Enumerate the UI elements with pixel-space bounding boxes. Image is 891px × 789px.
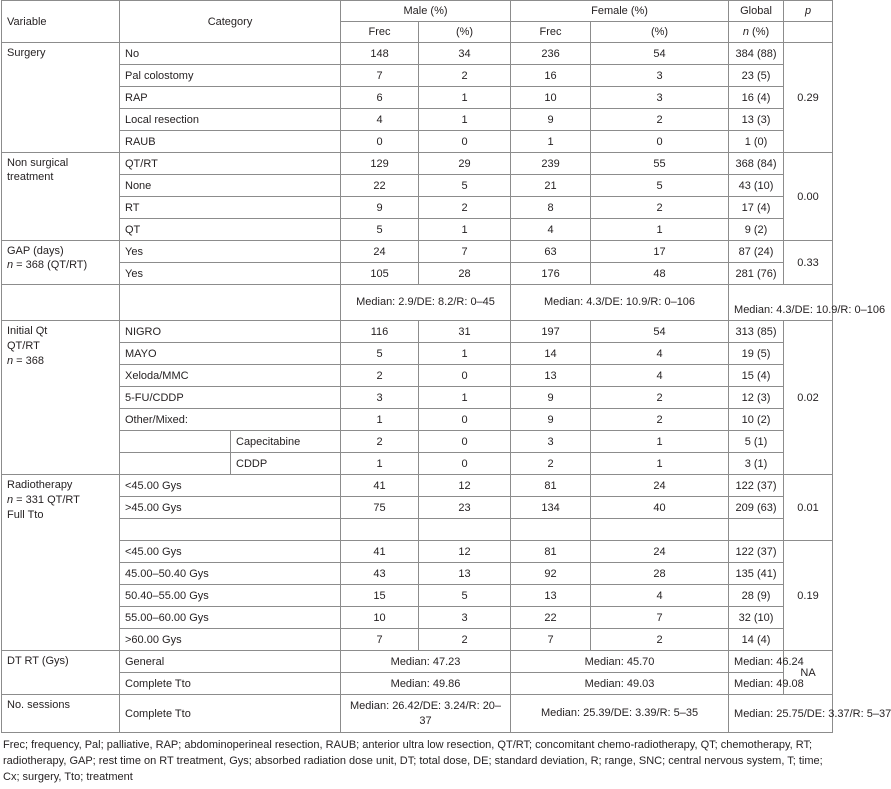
female-pct: 5 bbox=[591, 175, 729, 197]
variable-initial-qt-line1: Initial Qt bbox=[7, 325, 48, 337]
variable-initial-qt-line3: = 368 bbox=[13, 355, 45, 367]
global-median: Median: 49.08 bbox=[729, 673, 784, 695]
female-pct: 3 bbox=[591, 65, 729, 87]
male-pct: 5 bbox=[419, 585, 511, 607]
male-frec: 4 bbox=[341, 109, 419, 131]
variable-radio-line1: Radiotherapy bbox=[7, 479, 73, 491]
header-p: p bbox=[784, 1, 833, 22]
female-pct: 17 bbox=[591, 241, 729, 263]
footnote: Frec; frequency, Pal; palliative, RAP; abdominoperineal resection, RAUB; anterior ultra low resection, QT/RT; concomitant chemo-radiotherapy, QT; chemotherapy, RT; radiotherapy, GAP; rest time on RT treatment, Gys; absorbed radiation dose unit, DT; total dose, DE; standard deviation, R; range, SNC; central nervous system, T; time; Cx; surgery, Tto; treatment bbox=[3, 739, 823, 783]
blank-cell bbox=[120, 519, 341, 541]
category-label: MAYO bbox=[120, 343, 341, 365]
table-row bbox=[2, 409, 833, 431]
global-value: 1 (0) bbox=[729, 131, 784, 153]
blank-cell bbox=[341, 519, 419, 541]
results-table bbox=[1, 0, 891, 733]
female-pct: 1 bbox=[591, 431, 729, 453]
male-frec: 1 bbox=[341, 409, 419, 431]
male-pct: 0 bbox=[419, 453, 511, 475]
female-pct: 48 bbox=[591, 263, 729, 285]
category-label: No bbox=[120, 43, 341, 65]
category-label: RT bbox=[120, 197, 341, 219]
table-row bbox=[2, 475, 833, 497]
female-frec: 7 bbox=[511, 629, 591, 651]
female-pct: 2 bbox=[591, 409, 729, 431]
gap-median-male: Median: 2.9/DE: 8.2/R: 0–45 bbox=[341, 285, 511, 321]
female-frec: 81 bbox=[511, 475, 591, 497]
variable-gap-line2: = 368 (QT/RT) bbox=[13, 259, 88, 271]
header-global: Global bbox=[729, 1, 784, 22]
male-frec: 116 bbox=[341, 321, 419, 343]
table-row bbox=[2, 387, 833, 409]
variable-initial-qt-n: n bbox=[7, 355, 14, 367]
category-label: <45.00 Gys bbox=[120, 541, 341, 563]
global-value: 28 (9) bbox=[729, 585, 784, 607]
header-male-pct: (%) bbox=[419, 22, 511, 43]
male-pct: 23 bbox=[419, 497, 511, 519]
variable-radio-line3: Full Tto bbox=[7, 509, 44, 521]
table-row bbox=[2, 109, 833, 131]
female-pct: 1 bbox=[591, 453, 729, 475]
table-row bbox=[2, 321, 833, 343]
category-label: Local resection bbox=[120, 109, 341, 131]
table-row bbox=[2, 629, 833, 651]
female-pct: 40 bbox=[591, 497, 729, 519]
male-frec: 129 bbox=[341, 153, 419, 175]
male-frec: 9 bbox=[341, 197, 419, 219]
male-frec: 5 bbox=[341, 219, 419, 241]
variable-gap-line1: GAP (days) bbox=[7, 245, 64, 257]
female-frec: 1 bbox=[511, 131, 591, 153]
variable-dtrt: DT RT (Gys) bbox=[2, 651, 120, 695]
male-pct: 5 bbox=[419, 175, 511, 197]
table-row bbox=[2, 695, 833, 733]
female-frec: 8 bbox=[511, 197, 591, 219]
male-frec: 22 bbox=[341, 175, 419, 197]
female-pct: 2 bbox=[591, 197, 729, 219]
female-frec: 22 bbox=[511, 607, 591, 629]
global-value: 209 (63) bbox=[729, 497, 784, 519]
female-pct: 54 bbox=[591, 43, 729, 65]
variable-gap bbox=[2, 241, 120, 285]
subcategory-label: CDDP bbox=[231, 453, 341, 475]
header-p-blank bbox=[784, 22, 833, 43]
p-value: 0.19 bbox=[784, 541, 833, 651]
subcategory-label: Capecitabine bbox=[231, 431, 341, 453]
header-variable: Variable bbox=[2, 1, 120, 43]
category-label: Complete Tto bbox=[120, 673, 341, 695]
female-pct: 2 bbox=[591, 629, 729, 651]
female-pct: 0 bbox=[591, 131, 729, 153]
table-row bbox=[2, 175, 833, 197]
table-row bbox=[2, 453, 833, 475]
header-female-pct: (%) bbox=[591, 22, 729, 43]
global-value: 17 (4) bbox=[729, 197, 784, 219]
p-value: 0.29 bbox=[784, 43, 833, 153]
male-pct: 3 bbox=[419, 607, 511, 629]
category-label: >45.00 Gys bbox=[120, 497, 341, 519]
global-value: 3 (1) bbox=[729, 453, 784, 475]
global-value: 313 (85) bbox=[729, 321, 784, 343]
female-frec: 9 bbox=[511, 109, 591, 131]
category-label: Yes bbox=[120, 263, 341, 285]
female-frec: 16 bbox=[511, 65, 591, 87]
female-pct: 24 bbox=[591, 475, 729, 497]
male-pct: 0 bbox=[419, 409, 511, 431]
category-label: Pal colostomy bbox=[120, 65, 341, 87]
global-value: 368 (84) bbox=[729, 153, 784, 175]
category-label: None bbox=[120, 175, 341, 197]
male-pct: 1 bbox=[419, 87, 511, 109]
female-frec: 63 bbox=[511, 241, 591, 263]
table-row bbox=[2, 585, 833, 607]
male-median: Median: 49.86 bbox=[341, 673, 511, 695]
female-pct: 2 bbox=[591, 387, 729, 409]
table-row bbox=[2, 607, 833, 629]
male-pct: 12 bbox=[419, 541, 511, 563]
global-value: 5 (1) bbox=[729, 431, 784, 453]
female-frec: 13 bbox=[511, 585, 591, 607]
table-row bbox=[2, 219, 833, 241]
table-row bbox=[2, 197, 833, 219]
table-row bbox=[2, 541, 833, 563]
variable-initial-qt-line2: QT/RT bbox=[7, 340, 40, 352]
male-frec: 148 bbox=[341, 43, 419, 65]
table-row bbox=[2, 343, 833, 365]
male-pct: 0 bbox=[419, 365, 511, 387]
global-value: 122 (37) bbox=[729, 541, 784, 563]
male-frec: 7 bbox=[341, 65, 419, 87]
p-value: 0.01 bbox=[784, 475, 833, 541]
category-label: 5-FU/CDDP bbox=[120, 387, 341, 409]
female-frec: 10 bbox=[511, 87, 591, 109]
gap-median-global: Median: 4.3/DE: 10.9/R: 0–106 bbox=[729, 285, 833, 321]
gap-median-female: Median: 4.3/DE: 10.9/R: 0–106 bbox=[511, 285, 729, 321]
table-row bbox=[2, 563, 833, 585]
table-row bbox=[2, 131, 833, 153]
male-pct: 34 bbox=[419, 43, 511, 65]
table-row bbox=[2, 43, 833, 65]
category-label: RAUB bbox=[120, 131, 341, 153]
header-global-pct: (%) bbox=[749, 26, 770, 38]
female-frec: 176 bbox=[511, 263, 591, 285]
category-label: Other/Mixed: bbox=[120, 409, 341, 431]
male-frec: 2 bbox=[341, 431, 419, 453]
male-frec: 1 bbox=[341, 453, 419, 475]
table-row bbox=[2, 431, 833, 453]
global-median: Median: 46.24 bbox=[729, 651, 784, 673]
female-frec: 13 bbox=[511, 365, 591, 387]
male-frec: 75 bbox=[341, 497, 419, 519]
female-frec: 236 bbox=[511, 43, 591, 65]
global-value: 9 (2) bbox=[729, 219, 784, 241]
female-pct: 55 bbox=[591, 153, 729, 175]
global-value: 87 (24) bbox=[729, 241, 784, 263]
header-category: Category bbox=[120, 1, 341, 43]
global-median: Median: 25.75/DE: 3.37/R: 5–37 bbox=[729, 695, 833, 733]
female-frec: 9 bbox=[511, 409, 591, 431]
table-row bbox=[2, 65, 833, 87]
female-pct: 4 bbox=[591, 365, 729, 387]
global-value: 23 (5) bbox=[729, 65, 784, 87]
category-label: RAP bbox=[120, 87, 341, 109]
male-frec: 7 bbox=[341, 629, 419, 651]
male-pct: 2 bbox=[419, 65, 511, 87]
category-label: QT bbox=[120, 219, 341, 241]
male-frec: 15 bbox=[341, 585, 419, 607]
female-median: Median: 45.70 bbox=[511, 651, 729, 673]
female-median: Median: 25.39/DE: 3.39/R: 5–35 bbox=[511, 695, 729, 733]
female-frec: 4 bbox=[511, 219, 591, 241]
male-pct: 1 bbox=[419, 387, 511, 409]
male-median: Median: 47.23 bbox=[341, 651, 511, 673]
male-frec: 24 bbox=[341, 241, 419, 263]
male-pct: 31 bbox=[419, 321, 511, 343]
female-frec: 9 bbox=[511, 387, 591, 409]
table-row bbox=[2, 673, 833, 695]
male-frec: 2 bbox=[341, 365, 419, 387]
male-pct: 0 bbox=[419, 431, 511, 453]
variable-radio-line2: = 331 QT/RT bbox=[13, 494, 80, 506]
category-label: Complete Tto bbox=[120, 695, 341, 733]
table-row bbox=[2, 263, 833, 285]
female-frec: 2 bbox=[511, 453, 591, 475]
male-frec: 105 bbox=[341, 263, 419, 285]
male-frec: 6 bbox=[341, 87, 419, 109]
male-pct: 28 bbox=[419, 263, 511, 285]
category-label: >60.00 Gys bbox=[120, 629, 341, 651]
p-value: 0.33 bbox=[784, 241, 833, 285]
category-label: 50.40–55.00 Gys bbox=[120, 585, 341, 607]
global-value: 32 (10) bbox=[729, 607, 784, 629]
table-row bbox=[2, 651, 833, 673]
category-label: Yes bbox=[120, 241, 341, 263]
category-label: 45.00–50.40 Gys bbox=[120, 563, 341, 585]
female-frec: 92 bbox=[511, 563, 591, 585]
global-value: 122 (37) bbox=[729, 475, 784, 497]
female-pct: 4 bbox=[591, 343, 729, 365]
blank-cell bbox=[419, 519, 511, 541]
global-value: 14 (4) bbox=[729, 629, 784, 651]
female-pct: 3 bbox=[591, 87, 729, 109]
global-value: 135 (41) bbox=[729, 563, 784, 585]
female-pct: 2 bbox=[591, 109, 729, 131]
global-value: 19 (5) bbox=[729, 343, 784, 365]
variable-sessions: No. sessions bbox=[2, 695, 120, 733]
male-frec: 10 bbox=[341, 607, 419, 629]
blank-cell bbox=[729, 519, 784, 541]
variable-radio-n: n bbox=[7, 494, 14, 506]
male-pct: 7 bbox=[419, 241, 511, 263]
male-pct: 1 bbox=[419, 343, 511, 365]
male-pct: 12 bbox=[419, 475, 511, 497]
female-median: Median: 49.03 bbox=[511, 673, 729, 695]
table-row bbox=[2, 497, 833, 519]
male-pct: 0 bbox=[419, 131, 511, 153]
header-global-n: n bbox=[742, 26, 749, 38]
male-pct: 13 bbox=[419, 563, 511, 585]
category-label bbox=[120, 453, 231, 475]
male-pct: 1 bbox=[419, 109, 511, 131]
header-female-frec: Frec bbox=[511, 22, 591, 43]
male-pct: 29 bbox=[419, 153, 511, 175]
variable-nonsurgical: Non surgical treatment bbox=[2, 153, 120, 241]
global-value: 281 (76) bbox=[729, 263, 784, 285]
category-label: 55.00–60.00 Gys bbox=[120, 607, 341, 629]
category-label: NIGRO bbox=[120, 321, 341, 343]
header-male: Male (%) bbox=[341, 1, 511, 22]
global-value: 13 (3) bbox=[729, 109, 784, 131]
gap-median-row bbox=[2, 285, 833, 321]
category-label: General bbox=[120, 651, 341, 673]
female-frec: 134 bbox=[511, 497, 591, 519]
female-frec: 21 bbox=[511, 175, 591, 197]
table-row bbox=[2, 87, 833, 109]
variable-radiotherapy bbox=[2, 475, 120, 651]
female-pct: 28 bbox=[591, 563, 729, 585]
category-label bbox=[120, 431, 231, 453]
blank-cell bbox=[511, 519, 591, 541]
blank-cell bbox=[591, 519, 729, 541]
header-global-sub bbox=[729, 22, 784, 43]
female-frec: 81 bbox=[511, 541, 591, 563]
p-value: NA bbox=[784, 651, 833, 695]
female-pct: 1 bbox=[591, 219, 729, 241]
male-median: Median: 26.42/DE: 3.24/R: 20–37 bbox=[341, 695, 511, 733]
header-female: Female (%) bbox=[511, 1, 729, 22]
variable-initial-qt bbox=[2, 321, 120, 475]
male-pct: 2 bbox=[419, 197, 511, 219]
category-label: Xeloda/MMC bbox=[120, 365, 341, 387]
female-frec: 239 bbox=[511, 153, 591, 175]
female-pct: 7 bbox=[591, 607, 729, 629]
male-frec: 3 bbox=[341, 387, 419, 409]
male-frec: 41 bbox=[341, 541, 419, 563]
global-value: 43 (10) bbox=[729, 175, 784, 197]
p-value: 0.02 bbox=[784, 321, 833, 475]
female-frec: 197 bbox=[511, 321, 591, 343]
female-pct: 54 bbox=[591, 321, 729, 343]
table-row bbox=[2, 153, 833, 175]
female-frec: 3 bbox=[511, 431, 591, 453]
table-row bbox=[2, 365, 833, 387]
global-value: 15 (4) bbox=[729, 365, 784, 387]
header-row bbox=[2, 1, 833, 22]
header-male-frec: Frec bbox=[341, 22, 419, 43]
p-value: 0.00 bbox=[784, 153, 833, 241]
female-pct: 4 bbox=[591, 585, 729, 607]
blank-cell bbox=[120, 285, 341, 321]
variable-gap-n: n bbox=[7, 259, 14, 271]
global-value: 16 (4) bbox=[729, 87, 784, 109]
global-value: 384 (88) bbox=[729, 43, 784, 65]
female-pct: 24 bbox=[591, 541, 729, 563]
male-frec: 41 bbox=[341, 475, 419, 497]
male-pct: 2 bbox=[419, 629, 511, 651]
male-frec: 43 bbox=[341, 563, 419, 585]
male-frec: 0 bbox=[341, 131, 419, 153]
category-label: <45.00 Gys bbox=[120, 475, 341, 497]
female-frec: 14 bbox=[511, 343, 591, 365]
table-row bbox=[2, 241, 833, 263]
blank-row bbox=[2, 519, 833, 541]
blank-cell bbox=[2, 285, 120, 321]
variable-surgery: Surgery bbox=[2, 43, 120, 153]
global-value: 12 (3) bbox=[729, 387, 784, 409]
male-frec: 5 bbox=[341, 343, 419, 365]
category-label: QT/RT bbox=[120, 153, 341, 175]
global-value: 10 (2) bbox=[729, 409, 784, 431]
male-pct: 1 bbox=[419, 219, 511, 241]
